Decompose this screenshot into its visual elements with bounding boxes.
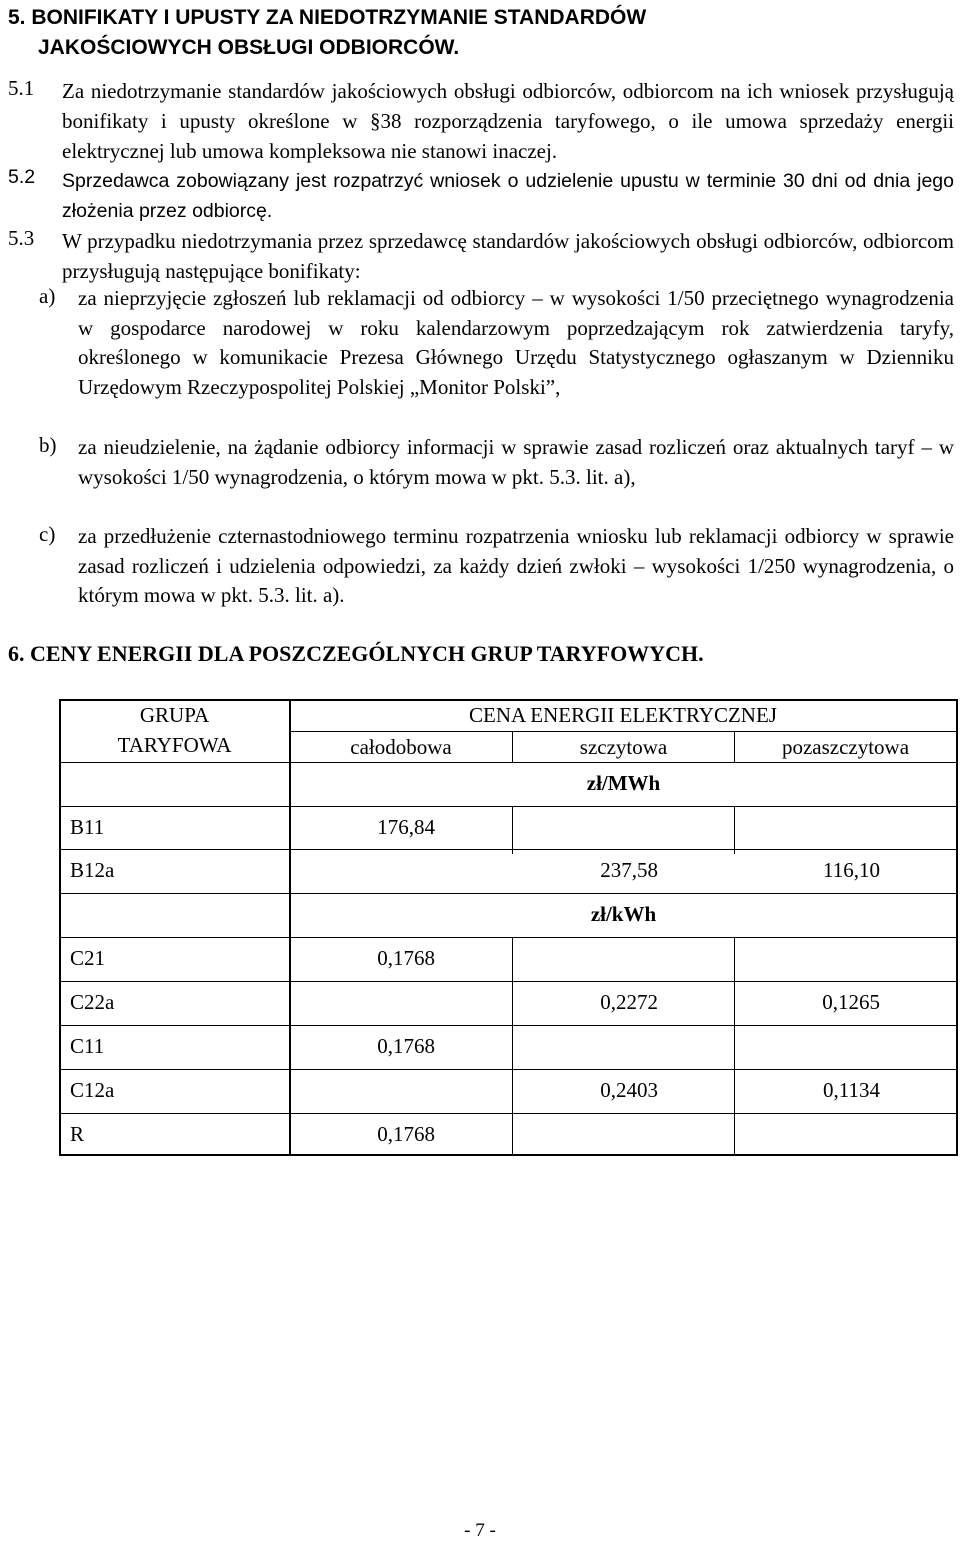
- bonus-item-letter-c: c): [39, 522, 56, 546]
- paragraph-5-1-text: Za niedotrzymanie standardów jakościowych obsługi odbiorców, odbiorcom na ich wniosek przysługują bonifikaty i upusty określone w §38 rozporządzenia taryfowego, o ile umowa sprzedaży energii elektrycznej lub umowa kompleksowa nie stanowi inaczej.: [62, 79, 954, 163]
- table-cell-calodobowa: 176,84: [377, 815, 435, 839]
- table-row-group: C12a: [70, 1078, 115, 1102]
- table-cell-pozaszczytowa: 0,1265: [822, 990, 880, 1014]
- paragraph-5-2-text: Sprzedawca zobowiązany jest rozpatrzyć wniosek o udzielenie upustu w terminie 30 dni od dnia jego złożenia przez odbiorcę.: [62, 170, 954, 222]
- section-5-heading-line1: 5. BONIFIKATY I UPUSTY ZA NIEDOTRZYMANIE STANDARDÓW: [8, 6, 647, 29]
- table-row-group: B12a: [70, 858, 115, 882]
- bonus-item-text-c: za przedłużenie czternastodniowego terminu rozpatrzenia wniosku lub reklamacji odbiorcy w sprawie zasad rozliczeń i udzielenia odpowiedzi, za każdy dzień zwłoki – wysokości 1/250 wynagrodzenia, o którym mowa w pkt. 5.3. lit. a).: [78, 524, 954, 608]
- page-number: - 7 -: [464, 1520, 496, 1541]
- bonus-item-text-a: za nieprzyjęcie zgłoszeń lub reklamacji od odbiorcy – w wysokości 1/50 przeciętnego wynagrodzenia w gospodarce narodowej w roku kalendarzowym poprzedzającym rok zatwierdzenia taryfy, określonego w komunikacie Prezesa Głównego Urzędu Statystycznego ogłaszanym w Dzienniku Urzędowym Rzeczypospolitej Polskiej „Monitor Polski”,: [78, 286, 954, 400]
- paragraph-5-2-number: 5.2: [8, 166, 36, 188]
- table-cell-pozaszczytowa: 0,1134: [823, 1078, 880, 1102]
- bonus-item-letter-a: a): [39, 284, 56, 308]
- table-cell-calodobowa: 0,1768: [377, 1122, 435, 1146]
- bonus-item-text-b: za nieudzielenie, na żądanie odbiorcy informacji w sprawie zasad rozliczeń oraz aktualnych taryf – w wysokości 1/50 wynagrodzenia, o którym mowa w pkt. 5.3. lit. a),: [78, 435, 954, 489]
- table-row-group: C21: [70, 946, 106, 970]
- column-header-calodobowa: całodobowa: [350, 735, 452, 759]
- table-row-group: C11: [70, 1034, 105, 1058]
- column-header-szczytowa: szczytowa: [579, 735, 668, 759]
- table-cell-calodobowa: 0,1768: [377, 946, 435, 970]
- table-cell-pozaszczytowa: 116,10: [823, 858, 880, 882]
- table-cell-szczytowa: 0,2272: [600, 990, 658, 1014]
- table-row-group: B11: [70, 815, 105, 839]
- bonus-item-letter-b: b): [39, 433, 57, 457]
- unit-label-kwh: zł/kWh: [590, 902, 657, 926]
- table-cell-calodobowa: 0,1768: [377, 1034, 435, 1058]
- table-row-group: R: [70, 1122, 85, 1146]
- table-row-group: C22a: [70, 990, 115, 1014]
- group-header-line1: GRUPA: [139, 703, 210, 727]
- paragraph-5-3-text: W przypadku niedotrzymania przez sprzedawcę standardów jakościowych obsługi odbiorców, odbiorcom przysługują następujące bonifikaty:: [62, 229, 954, 283]
- column-header-pozaszczytowa: pozaszczytowa: [781, 735, 910, 759]
- paragraph-5-1-number: 5.1: [8, 76, 35, 100]
- unit-label-mwh: zł/MWh: [586, 771, 661, 795]
- section-6-heading: 6. CENY ENERGII DLA POSZCZEGÓLNYCH GRUP TARYFOWYCH.: [8, 641, 704, 666]
- table-cell-szczytowa: 0,2403: [600, 1078, 658, 1102]
- section-5-heading-line2: JAKOŚCIOWYCH OBSŁUGI ODBIORCÓW.: [38, 36, 460, 59]
- group-header-line2: TARYFOWA: [117, 733, 232, 757]
- price-header: CENA ENERGII ELEKTRYCZNEJ: [469, 703, 777, 727]
- paragraph-5-3-number: 5.3: [8, 226, 35, 250]
- table-cell-szczytowa: 237,58: [600, 858, 658, 882]
